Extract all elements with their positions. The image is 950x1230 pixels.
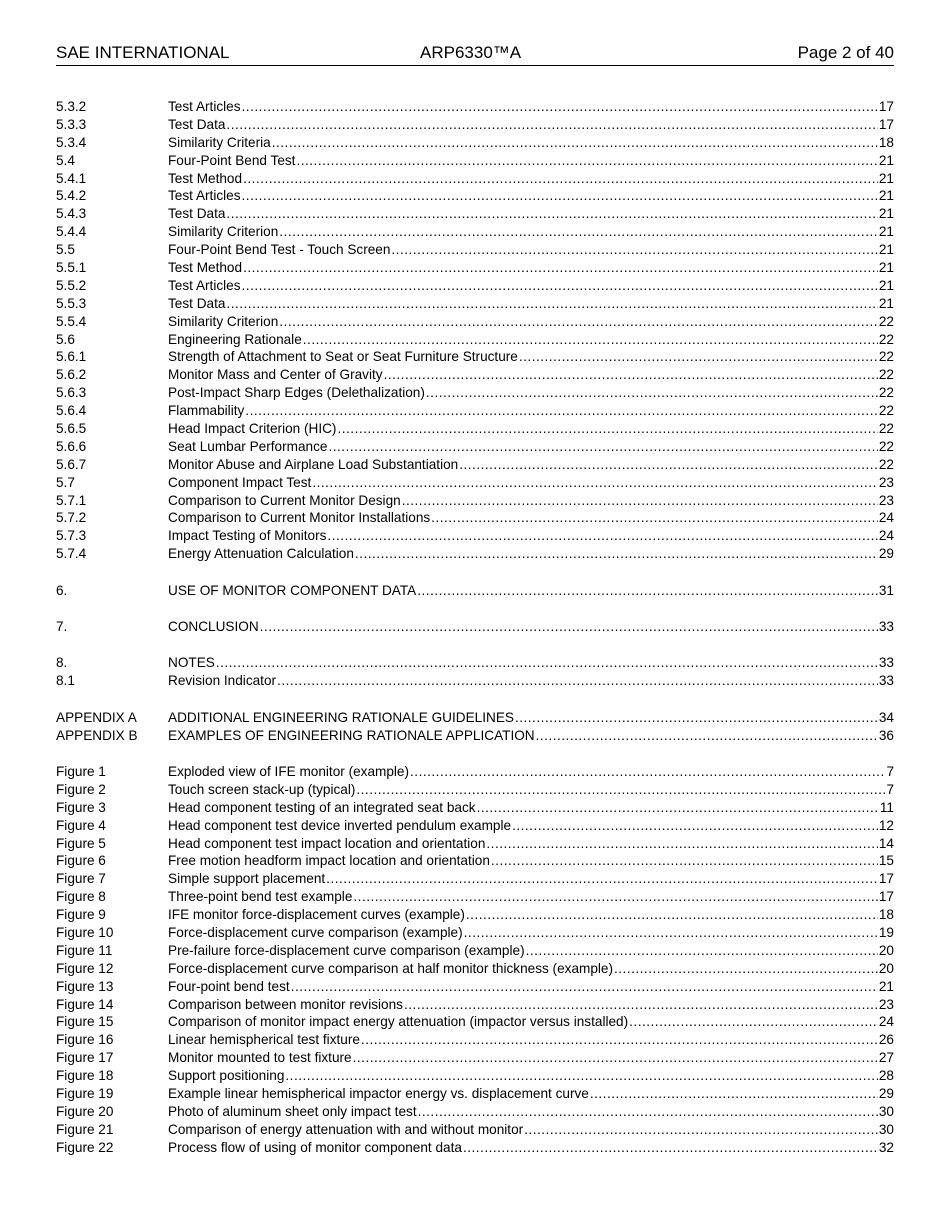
toc-dot-leader bbox=[491, 852, 878, 870]
toc-entry-page: 22 bbox=[878, 421, 894, 437]
toc-entry-title: Exploded view of IFE monitor (example) bbox=[168, 764, 410, 779]
toc-entry-title: Similarity Criterion bbox=[168, 224, 279, 240]
toc-dot-leader bbox=[614, 960, 878, 978]
toc-entry-number: Figure 21 bbox=[56, 1121, 114, 1137]
toc-entry-page: 17 bbox=[878, 116, 894, 132]
toc-entry[interactable] bbox=[56, 1067, 894, 1085]
toc-entry-number: 5.6.4 bbox=[56, 403, 87, 419]
toc-entry-number: Figure 13 bbox=[56, 978, 114, 994]
toc-entry-number: 5.6.5 bbox=[56, 421, 87, 437]
toc-entry-title: Comparison of energy attenuation with and without monitor bbox=[168, 1121, 524, 1137]
toc-entry[interactable] bbox=[56, 942, 894, 960]
toc-entry-page: 22 bbox=[878, 313, 894, 329]
toc-dot-leader bbox=[243, 170, 878, 188]
toc-entry-page: 21 bbox=[878, 170, 894, 186]
toc-dot-leader bbox=[486, 835, 877, 853]
toc-entry-number: Figure 1 bbox=[56, 764, 106, 779]
toc-dot-leader bbox=[426, 384, 878, 402]
toc-entry-number: 5.5.3 bbox=[56, 295, 87, 311]
toc-dot-leader bbox=[328, 438, 877, 456]
toc-entry[interactable] bbox=[56, 799, 894, 817]
toc-entry-title: Test Method bbox=[168, 260, 243, 276]
toc-entry-title: Comparison to Current Monitor Design bbox=[168, 492, 401, 508]
toc-entry[interactable] bbox=[56, 134, 894, 152]
toc-entry[interactable] bbox=[56, 331, 894, 349]
toc-entry-number: 5.6.7 bbox=[56, 456, 87, 472]
toc-entry[interactable] bbox=[56, 187, 894, 205]
toc-entry-page: 18 bbox=[878, 134, 894, 150]
toc-entry[interactable] bbox=[56, 384, 894, 402]
toc-entry-title: Test Articles bbox=[168, 99, 241, 114]
toc-entry-number: 5.3.3 bbox=[56, 116, 87, 132]
toc-dot-leader bbox=[216, 654, 878, 672]
toc-dot-leader bbox=[356, 781, 885, 799]
toc-entry-number: 7. bbox=[56, 619, 68, 635]
toc-entry-page: 11 bbox=[879, 799, 894, 815]
toc-entry[interactable] bbox=[56, 978, 894, 996]
publisher-name: SAE INTERNATIONAL bbox=[56, 43, 230, 62]
toc-dot-leader bbox=[466, 906, 878, 924]
toc-entry-title: Impact Testing of Monitors bbox=[168, 528, 327, 544]
toc-dot-leader bbox=[391, 241, 877, 259]
toc-entry[interactable] bbox=[56, 152, 894, 170]
toc-entry-page: 24 bbox=[878, 528, 894, 544]
toc-entry-page: 21 bbox=[878, 277, 894, 293]
toc-dot-leader bbox=[226, 295, 877, 313]
toc-dot-leader bbox=[477, 799, 879, 817]
toc-entry[interactable] bbox=[56, 1013, 894, 1031]
toc-spacer bbox=[56, 563, 894, 582]
toc-entry-title: CONCLUSION bbox=[168, 619, 259, 635]
toc-entry[interactable] bbox=[56, 870, 894, 888]
toc-entry-number: Figure 15 bbox=[56, 1014, 114, 1030]
toc-entry-title: Flammability bbox=[168, 403, 245, 419]
toc-entry-number: 5.5.1 bbox=[56, 260, 87, 276]
toc-dot-leader bbox=[303, 331, 878, 349]
toc-entry[interactable] bbox=[56, 1085, 894, 1103]
toc-entry-number: 5.4.3 bbox=[56, 206, 87, 222]
toc-entry-page: 27 bbox=[878, 1050, 894, 1066]
toc-entry-page: 34 bbox=[878, 709, 894, 725]
toc-entry-number: 5.6.1 bbox=[56, 349, 87, 365]
toc-entry-number: Figure 19 bbox=[56, 1086, 114, 1102]
toc-entry[interactable] bbox=[56, 996, 894, 1014]
toc-entry-number: 5.3.4 bbox=[56, 134, 87, 150]
toc-entry-number: 5.7.2 bbox=[56, 510, 87, 526]
toc-dot-leader bbox=[226, 116, 877, 134]
toc-entry-title: Force-displacement curve comparison at half monitor thickness (example) bbox=[168, 960, 613, 976]
page-header bbox=[56, 43, 894, 66]
toc-entry-page: 33 bbox=[878, 655, 894, 671]
toc-entry-title: Comparison to Current Monitor Installations bbox=[168, 510, 431, 526]
toc-dot-leader bbox=[243, 259, 878, 277]
toc-dot-leader bbox=[353, 888, 877, 906]
toc-entry-number: 8. bbox=[56, 655, 68, 671]
toc-dot-leader bbox=[629, 1013, 878, 1031]
toc-entry-page: 24 bbox=[878, 510, 894, 526]
toc-spacer bbox=[56, 600, 894, 619]
toc-entry-page: 22 bbox=[878, 456, 894, 472]
toc-entry-title: Process flow of using of monitor component data bbox=[168, 1139, 462, 1155]
toc-entry-title: Post-Impact Sharp Edges (Delethalization) bbox=[168, 385, 425, 401]
toc-dot-leader bbox=[417, 582, 878, 600]
toc-entry-title: Engineering Rationale bbox=[168, 331, 302, 347]
toc-entry-page: 32 bbox=[878, 1139, 894, 1155]
toc-entry-number: 5.7.4 bbox=[56, 546, 87, 562]
toc-dot-leader bbox=[524, 1121, 878, 1139]
toc-dot-leader bbox=[519, 348, 878, 366]
toc-entry-title: Four-Point Bend Test - Touch Screen bbox=[168, 242, 391, 258]
toc-entry-title: Touch screen stack-up (typical) bbox=[168, 781, 356, 797]
toc-dot-leader bbox=[242, 98, 878, 116]
toc-entry-title: Test Data bbox=[168, 295, 226, 311]
toc-dot-leader bbox=[279, 313, 878, 331]
toc-entry-number: Figure 18 bbox=[56, 1068, 114, 1084]
toc-dot-leader bbox=[384, 366, 878, 384]
toc-dot-leader bbox=[226, 205, 877, 223]
toc-entry[interactable] bbox=[56, 509, 894, 527]
toc-entry-title: Test Data bbox=[168, 206, 226, 222]
toc-dot-leader bbox=[515, 709, 878, 727]
toc-entry-page: 18 bbox=[878, 907, 894, 923]
toc-entry-title: USE OF MONITOR COMPONENT DATA bbox=[168, 582, 417, 598]
toc-entry-number: Figure 11 bbox=[56, 942, 113, 958]
toc-entry-page: 21 bbox=[878, 206, 894, 222]
toc-entry-page: 12 bbox=[878, 817, 894, 833]
toc-entry[interactable] bbox=[56, 1121, 894, 1139]
toc-entry-number: Figure 5 bbox=[56, 835, 106, 851]
toc-entry-page: 29 bbox=[878, 1086, 894, 1102]
toc-dot-leader bbox=[291, 978, 878, 996]
toc-entry[interactable] bbox=[56, 763, 894, 781]
toc-entry[interactable] bbox=[56, 366, 894, 384]
toc-entry-title: Simple support placement bbox=[168, 871, 326, 887]
toc-entry-number: 5.4 bbox=[56, 152, 75, 168]
toc-dot-leader bbox=[337, 420, 877, 438]
toc-entry[interactable] bbox=[56, 781, 894, 799]
toc-dot-leader bbox=[361, 1031, 878, 1049]
toc-entry-page: 21 bbox=[878, 152, 894, 168]
toc-entry-title: Similarity Criterion bbox=[168, 313, 279, 329]
table-of-contents bbox=[56, 98, 894, 1157]
toc-entry-number: 5.6.3 bbox=[56, 385, 87, 401]
toc-entry-page: 26 bbox=[878, 1032, 894, 1048]
toc-dot-leader bbox=[431, 509, 878, 527]
toc-entry-title: Head component testing of an integrated seat back bbox=[168, 799, 476, 815]
toc-entry-page: 29 bbox=[878, 546, 894, 562]
toc-entry-title: Monitor mounted to test fixture bbox=[168, 1050, 352, 1066]
toc-entry-number: Figure 10 bbox=[56, 925, 114, 941]
toc-dot-leader bbox=[404, 996, 878, 1014]
toc-entry-page: 36 bbox=[878, 727, 894, 743]
toc-entry-number: Figure 12 bbox=[56, 960, 114, 976]
toc-entry[interactable] bbox=[56, 402, 894, 420]
toc-entry-page: 14 bbox=[878, 835, 894, 851]
toc-entry-page: 22 bbox=[878, 438, 894, 454]
toc-dot-leader bbox=[312, 474, 878, 492]
toc-dot-leader bbox=[260, 618, 878, 636]
toc-entry[interactable] bbox=[56, 835, 894, 853]
toc-dot-leader bbox=[536, 727, 878, 745]
toc-entry-number: 5.7.1 bbox=[56, 492, 87, 508]
toc-entry-page: 24 bbox=[878, 1014, 894, 1030]
toc-dot-leader bbox=[277, 672, 878, 690]
toc-entry-title: Seat Lumbar Performance bbox=[168, 438, 328, 454]
toc-entry-title: Similarity Criteria bbox=[168, 134, 271, 150]
toc-entry[interactable] bbox=[56, 438, 894, 456]
toc-entry-number: 5.5 bbox=[56, 242, 75, 258]
toc-entry-page: 22 bbox=[878, 331, 894, 347]
toc-entry[interactable] bbox=[56, 1103, 894, 1121]
toc-entry-title: Four-Point Bend Test bbox=[168, 152, 296, 168]
toc-entry-page: 28 bbox=[878, 1068, 894, 1084]
toc-entry[interactable] bbox=[56, 348, 894, 366]
toc-entry-title: Test Data bbox=[168, 116, 226, 132]
toc-entry-title: Linear hemispherical test fixture bbox=[168, 1032, 360, 1048]
toc-entry-page: 21 bbox=[878, 295, 894, 311]
toc-entry-number: Figure 8 bbox=[56, 889, 106, 905]
toc-entry-number: Figure 3 bbox=[56, 799, 106, 815]
toc-entry-title: Free motion headform impact location and orientation bbox=[168, 853, 490, 869]
toc-dot-leader bbox=[418, 1103, 878, 1121]
toc-entry-number: Figure 22 bbox=[56, 1139, 114, 1155]
toc-entry-title: NOTES bbox=[168, 655, 215, 671]
toc-dot-leader bbox=[459, 456, 878, 474]
toc-dot-leader bbox=[402, 492, 878, 510]
toc-entry[interactable] bbox=[56, 456, 894, 474]
toc-dot-leader bbox=[355, 545, 878, 563]
toc-entry-page: 33 bbox=[878, 619, 894, 635]
toc-entry-page: 7 bbox=[886, 764, 894, 779]
toc-entry-page: 20 bbox=[878, 942, 894, 958]
toc-entry-page: 22 bbox=[878, 349, 894, 365]
toc-spacer bbox=[56, 636, 894, 655]
toc-entry[interactable] bbox=[56, 527, 894, 545]
page-number: Page 2 of 40 bbox=[797, 43, 894, 62]
toc-entry-page: 17 bbox=[878, 889, 894, 905]
toc-entry[interactable] bbox=[56, 618, 894, 636]
toc-entry[interactable] bbox=[56, 906, 894, 924]
toc-entry[interactable] bbox=[56, 888, 894, 906]
toc-entry-page: 30 bbox=[878, 1103, 894, 1119]
toc-entry[interactable] bbox=[56, 474, 894, 492]
toc-entry-page: 7 bbox=[886, 781, 894, 797]
toc-spacer bbox=[56, 690, 894, 709]
toc-entry-number: Figure 16 bbox=[56, 1032, 114, 1048]
toc-entry[interactable] bbox=[56, 924, 894, 942]
toc-entry-page: 30 bbox=[878, 1121, 894, 1137]
toc-dot-leader bbox=[327, 527, 877, 545]
toc-entry[interactable] bbox=[56, 582, 894, 600]
toc-entry-title: Comparison of monitor impact energy attenuation (impactor versus installed) bbox=[168, 1014, 629, 1030]
toc-entry-number: Figure 17 bbox=[56, 1050, 114, 1066]
toc-entry-page: 22 bbox=[878, 403, 894, 419]
toc-entry-number: 5.4.4 bbox=[56, 224, 87, 240]
toc-entry[interactable] bbox=[56, 654, 894, 672]
toc-entry-title: IFE monitor force-displacement curves (example) bbox=[168, 907, 465, 923]
toc-entry[interactable] bbox=[56, 98, 894, 116]
toc-dot-leader bbox=[463, 1139, 878, 1157]
toc-entry-title: ADDITIONAL ENGINEERING RATIONALE GUIDELINES bbox=[168, 709, 514, 725]
toc-entry-page: 17 bbox=[878, 871, 894, 887]
toc-entry-number: 5.5.4 bbox=[56, 313, 87, 329]
toc-entry-page: 21 bbox=[878, 188, 894, 204]
toc-entry-page: 31 bbox=[878, 582, 894, 598]
toc-entry[interactable] bbox=[56, 1049, 894, 1067]
toc-entry-title: Revision Indicator bbox=[168, 673, 277, 689]
toc-entry[interactable] bbox=[56, 1031, 894, 1049]
toc-entry-page: 21 bbox=[878, 978, 894, 994]
toc-entry[interactable] bbox=[56, 313, 894, 331]
toc-entry-title: Head Impact Criterion (HIC) bbox=[168, 421, 337, 437]
toc-entry-title: Force-displacement curve comparison (example) bbox=[168, 925, 463, 941]
toc-entry-number: 5.7 bbox=[56, 474, 75, 490]
toc-entry[interactable] bbox=[56, 277, 894, 295]
toc-entry-title: Four-point bend test bbox=[168, 978, 290, 994]
toc-entry-page: 21 bbox=[878, 224, 894, 240]
toc-dot-leader bbox=[410, 763, 885, 781]
toc-entry-number: Figure 4 bbox=[56, 817, 106, 833]
toc-entry-page: 23 bbox=[878, 474, 894, 490]
toc-entry-title: Head component test impact location and orientation bbox=[168, 835, 486, 851]
toc-entry-title: Photo of aluminum sheet only impact test bbox=[168, 1103, 417, 1119]
toc-dot-leader bbox=[296, 152, 877, 170]
toc-entry-number: 5.5.2 bbox=[56, 277, 87, 293]
toc-entry-title: Test Articles bbox=[168, 188, 241, 204]
toc-entry[interactable] bbox=[56, 492, 894, 510]
toc-entry-number: Figure 14 bbox=[56, 996, 114, 1012]
toc-entry[interactable] bbox=[56, 170, 894, 188]
toc-entry[interactable] bbox=[56, 420, 894, 438]
toc-entry-title: Pre-failure force-displacement curve comparison (example) bbox=[168, 942, 525, 958]
toc-entry[interactable] bbox=[56, 259, 894, 277]
toc-dot-leader bbox=[512, 817, 878, 835]
toc-entry-title: Strength of Attachment to Seat or Seat Furniture Structure bbox=[168, 349, 518, 365]
toc-entry-number: 5.7.3 bbox=[56, 528, 87, 544]
toc-entry[interactable] bbox=[56, 852, 894, 870]
toc-entry[interactable] bbox=[56, 960, 894, 978]
toc-entry-number: 5.6 bbox=[56, 331, 75, 347]
toc-entry-title: Three-point bend test example bbox=[168, 889, 353, 905]
toc-entry-page: 22 bbox=[878, 385, 894, 401]
toc-dot-leader bbox=[326, 870, 878, 888]
toc-dot-leader bbox=[285, 1067, 877, 1085]
toc-entry-number: 5.6.2 bbox=[56, 367, 87, 383]
toc-entry-page: 21 bbox=[878, 260, 894, 276]
toc-entry-page: 22 bbox=[878, 367, 894, 383]
toc-entry-number: APPENDIX B bbox=[56, 727, 138, 743]
toc-entry-title: Support positioning bbox=[168, 1068, 285, 1084]
toc-entry[interactable] bbox=[56, 223, 894, 241]
toc-entry-number: 5.3.2 bbox=[56, 99, 87, 114]
toc-entry-title: Test Articles bbox=[168, 277, 241, 293]
toc-entry-number: 6. bbox=[56, 582, 68, 598]
toc-entry-title: Component Impact Test bbox=[168, 474, 312, 490]
toc-dot-leader bbox=[590, 1085, 878, 1103]
toc-entry[interactable] bbox=[56, 1139, 894, 1157]
toc-entry[interactable] bbox=[56, 817, 894, 835]
toc-entry-number: 8.1 bbox=[56, 673, 75, 689]
toc-entry-page: 33 bbox=[878, 673, 894, 689]
toc-entry-number: APPENDIX A bbox=[56, 709, 137, 725]
document-number: ARP6330™A bbox=[420, 43, 522, 62]
toc-entry-page: 21 bbox=[878, 242, 894, 258]
toc-entry-title: Monitor Abuse and Airplane Load Substantiation bbox=[168, 456, 459, 472]
toc-dot-leader bbox=[279, 223, 878, 241]
toc-entry-page: 23 bbox=[878, 492, 894, 508]
toc-entry-title: EXAMPLES OF ENGINEERING RATIONALE APPLICATION bbox=[168, 727, 535, 743]
toc-entry[interactable] bbox=[56, 672, 894, 690]
toc-entry-number: Figure 2 bbox=[56, 781, 106, 797]
toc-entry[interactable] bbox=[56, 709, 894, 727]
toc-dot-leader bbox=[272, 134, 878, 152]
toc-entry-title: Example linear hemispherical impactor energy vs. displacement curve bbox=[168, 1086, 589, 1102]
toc-entry-page: 15 bbox=[878, 853, 894, 869]
toc-dot-leader bbox=[526, 942, 878, 960]
toc-entry-number: Figure 7 bbox=[56, 871, 106, 887]
toc-entry-number: Figure 20 bbox=[56, 1103, 114, 1119]
toc-dot-leader bbox=[464, 924, 878, 942]
toc-entry[interactable] bbox=[56, 116, 894, 134]
toc-entry-title: Monitor Mass and Center of Gravity bbox=[168, 367, 383, 383]
toc-dot-leader bbox=[242, 277, 878, 295]
toc-entry-number: 5.6.6 bbox=[56, 438, 87, 454]
toc-dot-leader bbox=[242, 187, 878, 205]
toc-dot-leader bbox=[245, 402, 878, 420]
toc-entry-page: 23 bbox=[878, 996, 894, 1012]
toc-dot-leader bbox=[353, 1049, 878, 1067]
toc-entry-page: 17 bbox=[878, 99, 894, 114]
toc-entry[interactable] bbox=[56, 205, 894, 223]
toc-entry-title: Test Method bbox=[168, 170, 243, 186]
toc-entry-title: Comparison between monitor revisions bbox=[168, 996, 403, 1012]
toc-entry-number: Figure 6 bbox=[56, 853, 106, 869]
toc-entry[interactable] bbox=[56, 545, 894, 563]
toc-entry-number: Figure 9 bbox=[56, 907, 106, 923]
toc-entry[interactable] bbox=[56, 295, 894, 313]
toc-entry[interactable] bbox=[56, 241, 894, 259]
toc-entry-page: 19 bbox=[878, 925, 894, 941]
toc-entry[interactable] bbox=[56, 727, 894, 745]
toc-spacer bbox=[56, 745, 894, 764]
toc-entry-title: Energy Attenuation Calculation bbox=[168, 546, 354, 562]
toc-entry-title: Head component test device inverted pendulum example bbox=[168, 817, 512, 833]
toc-entry-number: 5.4.1 bbox=[56, 170, 87, 186]
toc-entry-page: 20 bbox=[878, 960, 894, 976]
toc-entry-number: 5.4.2 bbox=[56, 188, 87, 204]
